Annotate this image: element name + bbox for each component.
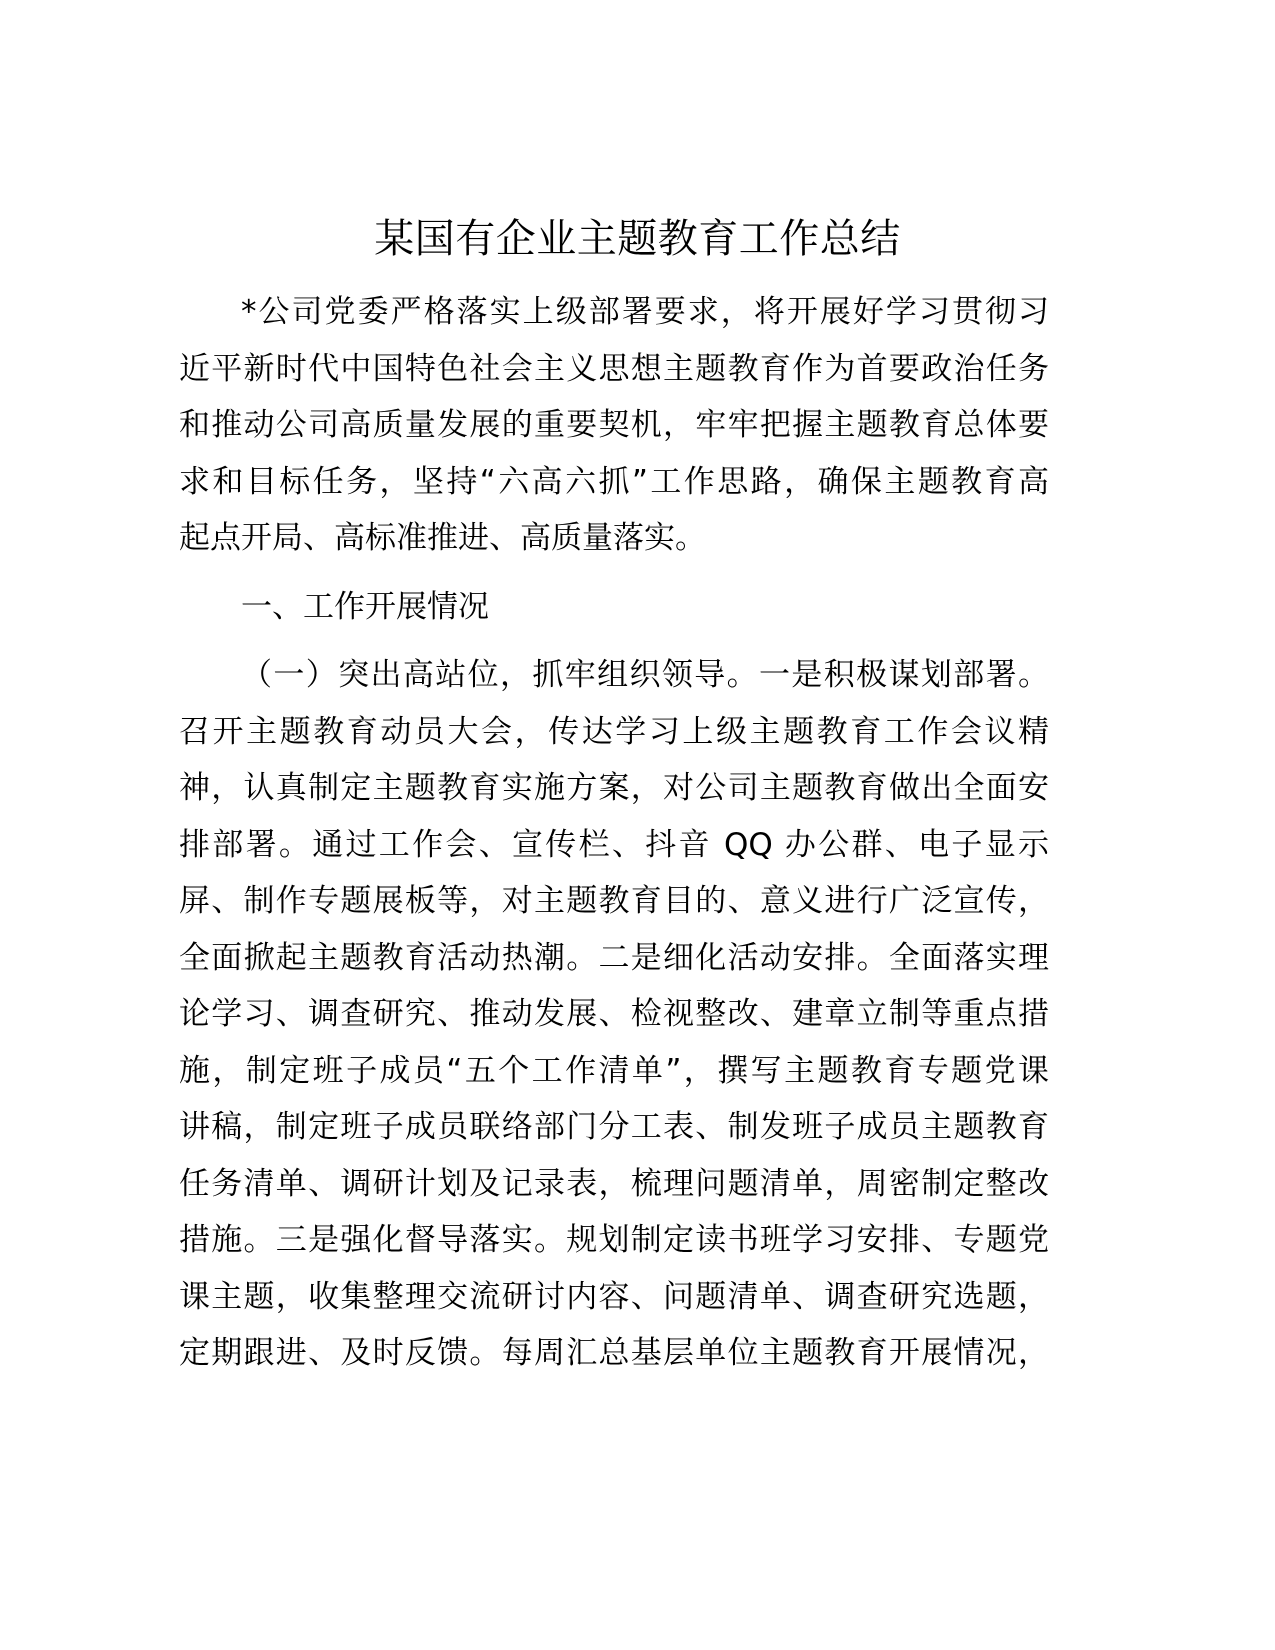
document-body bbox=[179, 284, 1049, 1382]
subsection-line: 措施。三是强化督导落实。规划制定读书班学习安排、专题党 bbox=[179, 1222, 1049, 1258]
intro-line: 和推动公司高质量发展的重要契机，牢牢把握主题教育总体要 bbox=[179, 407, 1049, 443]
subsection-line: 全面掀起主题教育活动热潮。二是细化活动安排。全面落实理 bbox=[179, 939, 1049, 976]
subsection-line: 神，认真制定主题教育实施方案，对公司主题教育做出全面安 bbox=[179, 770, 1049, 806]
subsection-line: （一）突出高站位，抓牢组织领导。一是积极谋划部署。 bbox=[241, 657, 1049, 693]
subsection-line: 任务清单、调研计划及记录表，梳理问题清单，周密制定整改 bbox=[179, 1165, 1049, 1202]
subsection-line: 施，制定班子成员“五个工作清单”，撰写主题教育专题党课 bbox=[179, 1052, 1049, 1089]
subsection-line: 排部署。通过工作会、宣传栏、抖音 QQ 办公群、电子显示 bbox=[179, 826, 1049, 863]
intro-line: 近平新时代中国特色社会主义思想主题教育作为首要政治任务 bbox=[179, 350, 1049, 387]
section-heading: 一、工作开展情况 bbox=[241, 588, 489, 625]
intro-line: 起点开局、高标准推进、高质量落实。 bbox=[179, 520, 706, 556]
intro-line: 求和目标任务，坚持“六高六抓”工作思路，确保主题教育高 bbox=[179, 463, 1049, 500]
intro-line: *公司党委严格落实上级部署要求，将开展好学习贯彻习 bbox=[241, 294, 1049, 330]
paragraph-gap bbox=[179, 635, 1049, 647]
subsection-line: 召开主题教育动员大会，传达学习上级主题教育工作会议精 bbox=[179, 713, 1049, 750]
subsection-line: 论学习、调查研究、推动发展、检视整改、建章立制等重点措 bbox=[179, 996, 1049, 1032]
paragraph-gap bbox=[179, 567, 1049, 579]
subsection-line: 讲稿，制定班子成员联络部门分工表、制发班子成员主题教育 bbox=[179, 1109, 1049, 1145]
subsection-line: 课主题，收集整理交流研讨内容、问题清单、调查研究选题， bbox=[179, 1278, 1049, 1315]
subsection-line: 屏、制作专题展板等，对主题教育目的、意义进行广泛宣传， bbox=[179, 883, 1049, 919]
document-title: 某国有企业主题教育工作总结 bbox=[374, 216, 901, 262]
subsection-line: 定期跟进、及时反馈。每周汇总基层单位主题教育开展情况， bbox=[179, 1335, 1049, 1371]
